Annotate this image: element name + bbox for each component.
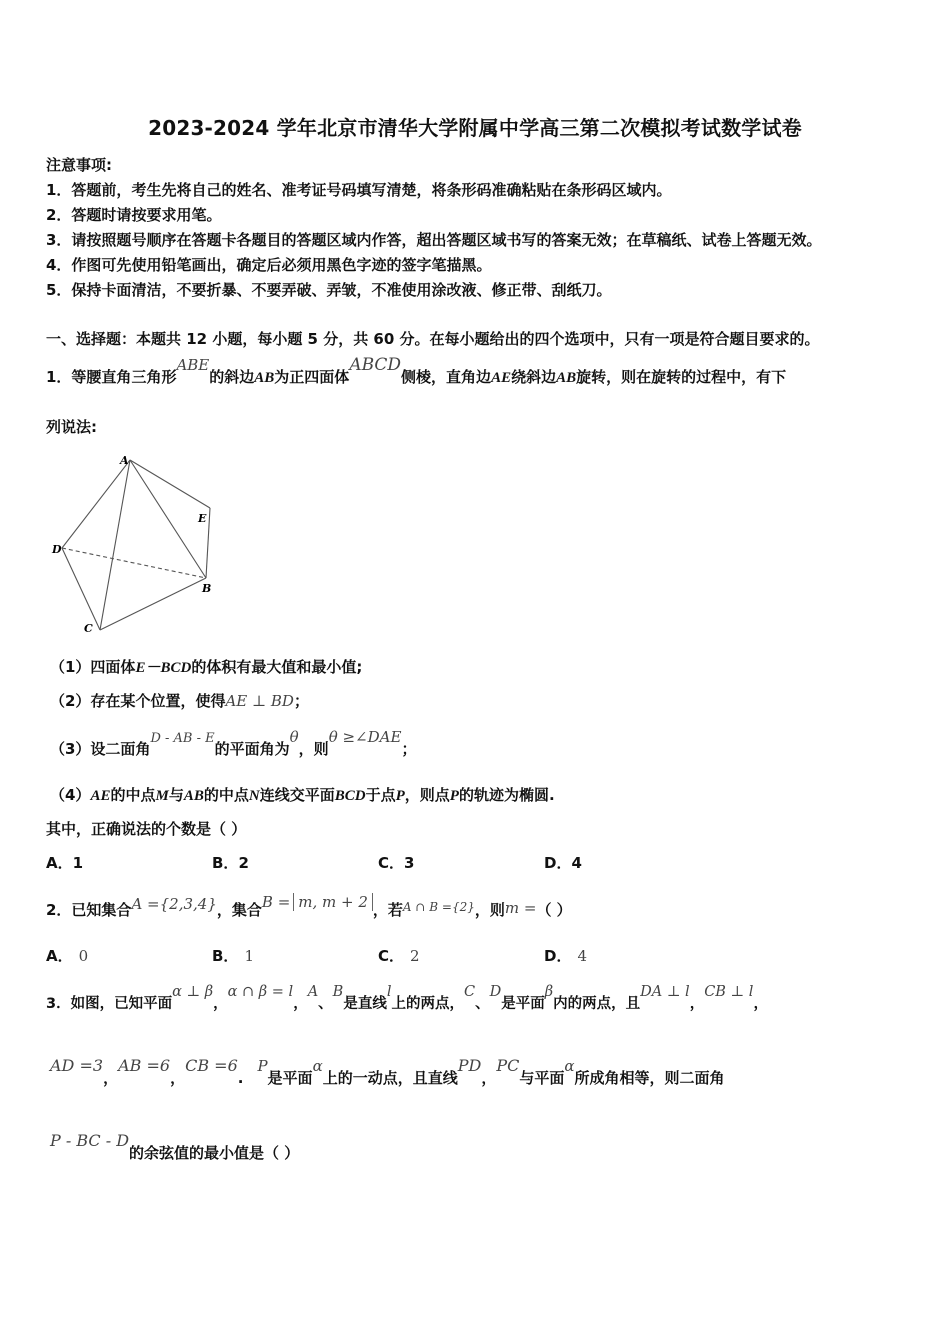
edge-AD	[62, 460, 130, 548]
tetrahedron-figure	[46, 450, 226, 640]
q2-option-b[interactable]: B． 1	[212, 947, 254, 965]
q1-text: 1．等腰直角三角形	[46, 368, 177, 386]
set-braces: m, m + 2	[293, 893, 373, 911]
q1-text: 侧棱，直角边	[401, 368, 492, 386]
q1-text: 为正四面体	[274, 368, 350, 386]
question-1-stem	[46, 355, 787, 387]
edge-CB	[100, 578, 206, 630]
edge-DC	[62, 548, 100, 630]
edge-EB	[206, 508, 210, 578]
vertex-label-C: C	[84, 622, 93, 635]
edge-AC	[100, 460, 130, 630]
vertex-label-E: E	[198, 512, 207, 525]
q1-option-d[interactable]: D．4	[544, 854, 582, 872]
q1-math: ABE	[176, 356, 210, 374]
edge-AE	[130, 460, 210, 508]
q1-math: ABCD	[349, 355, 402, 375]
section-heading: 一、选择题：本题共 12 小题，每小题 5 分，共 60 分。在每小题给出的四个选项中，只有一项是符合题目要求的。	[46, 330, 820, 348]
edge-AB	[130, 460, 206, 578]
q1-text: 的斜边	[209, 368, 255, 386]
q1-math: AE	[491, 370, 512, 386]
q1-option-c[interactable]: C．3	[378, 854, 415, 872]
question-3-stem: 3．如图，已知平面α ⊥ β，α ∩ β = l，A、B是直线l上的两点，C、D是平面β内的两点，且DA ⊥ l，CB ⊥ l，	[46, 984, 768, 1012]
vertex-label-A: A	[120, 454, 129, 467]
q1-option-b[interactable]: B．2	[212, 854, 249, 872]
page-title: 2023-2024 学年北京市清华大学附属中学高三第二次模拟考试数学试卷	[148, 116, 802, 140]
q1-statement-3: （3）设二面角D - AB - E的平面角为θ，则θ ≥∠DAE；	[50, 728, 417, 758]
notice-heading: 注意事项:	[46, 156, 112, 174]
question-1-stem-cont: 列说法:	[46, 418, 97, 436]
question-3-stem-cont: AD =3，AB =6，CB =6.P是平面α上的一动点，且直线PD，PC与平面α所成角相等，则二面角	[50, 1056, 725, 1087]
question-2-stem: 2．已知集合A ={2,3,4}，集合B = m, m + 2 ，若$^{A \cap B =\{2\}}$，则m =（ ）	[46, 893, 572, 919]
q1-math: AB	[556, 370, 577, 386]
q1-statement-2: （2）存在某个位置，使得AE ⊥ BD；	[50, 692, 309, 710]
vertex-label-B: B	[202, 582, 212, 595]
vertex-label-D: D	[52, 543, 62, 556]
q1-text: 绕斜边	[511, 368, 557, 386]
q1-math: AB	[254, 370, 275, 386]
notice-item: 3．请按照题号顺序在答题卡各题目的答题区域内作答，超出答题区域书写的答案无效；在草稿纸、试卷上答题无效。	[46, 231, 822, 249]
q2-option-c[interactable]: C． 2	[378, 947, 420, 965]
q2-option-d[interactable]: D． 4	[544, 947, 587, 965]
q1-statement-1: （1）四面体E－BCD的体积有最大值和最小值;	[50, 658, 363, 676]
q2-option-a[interactable]: A． 0	[46, 947, 89, 965]
question-3-stem-end: P - BC - D的余弦值的最小值是（ ）	[50, 1131, 300, 1162]
q1-ask: 其中，正确说法的个数是（ ）	[46, 820, 247, 838]
notice-item: 1．答题前，考生先将自己的姓名、准考证号码填写清楚，将条形码准确粘贴在条形码区域内。	[46, 181, 672, 199]
q1-text: 旋转，则在旋转的过程中，有下	[576, 368, 787, 386]
q1-statement-4: （4）AE的中点M与AB的中点N连线交平面BCD于点P，则点P的轨迹为椭圆.	[50, 786, 555, 804]
notice-item: 2．答题时请按要求用笔。	[46, 206, 222, 224]
edge-DB-hidden	[62, 548, 206, 578]
notice-item: 4．作图可先使用铅笔画出，确定后必须用黑色字迹的签字笔描黑。	[46, 256, 492, 274]
notice-item: 5．保持卡面清洁，不要折暴、不要弄破、弄皱，不准使用涂改液、修正带、刮纸刀。	[46, 281, 612, 299]
q1-option-a[interactable]: A．1	[46, 854, 84, 872]
